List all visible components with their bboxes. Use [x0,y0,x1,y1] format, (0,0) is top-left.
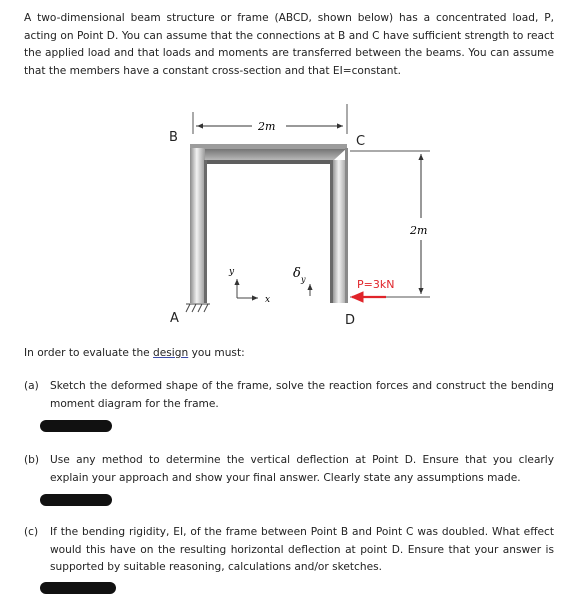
load-p [352,278,394,297]
lead-suffix: you must: [188,347,245,359]
redaction-mark [40,420,112,432]
right-dimension [350,151,430,297]
deflection-indicator [293,266,310,296]
delta-subscript: y [301,275,306,284]
question-b-label: (b) [24,454,39,466]
question-c-text: If the bending rigidity, EI, of the frame between Point B and Point C was doubled. What effect would this have on the resulting horizontal deflection at point D. Ensure that your answer is supported by suitable reasoning, calculations and/or sketches. [50,526,554,573]
lead-sentence [24,347,245,359]
label-c: C [356,134,366,149]
question-c [24,524,554,577]
question-a [24,378,554,413]
column-ab [190,148,207,303]
axis-y-label: y [229,267,235,277]
axes-indicator [228,267,270,305]
axis-x-label: x [265,295,271,305]
delta-symbol: δ [293,266,301,281]
lead-underlined-word: design [153,347,189,359]
question-a-label: (a) [24,380,39,392]
lead-prefix: In order to evaluate the [24,347,154,359]
redaction-mark [40,494,112,506]
question-b-text: Use any method to determine the vertical deflection at Point D. Ensure that you clearly explain your approach and show your final answer. Clearly state any assumptions made. [50,454,554,484]
question-c-label: (c) [24,526,39,538]
dim-right-label: 2m [410,224,428,237]
column-cd [330,148,348,303]
top-dimension [193,104,347,134]
redaction-mark [40,582,116,594]
dim-top-label: 2m [258,120,276,133]
beam-bc [190,144,347,164]
label-b: B [169,130,178,145]
problem-statement: A two-dimensional beam structure or frame (ABCD, shown below) has a concentrated load, P, acting on Point D. You can assume that the connections at B and C have sufficient strength to react the applied load and that loads and moments are transferred between the beams. You can assume that the members have a constant cross-section and that EI=constant. [24,12,554,77]
label-a: A [170,311,179,326]
question-b [24,452,554,487]
question-a-text: Sketch the deformed shape of the frame, solve the reaction forces and construct the bending moment diagram for the frame. [50,380,554,410]
fixed-support-a [186,304,210,312]
load-label: P=3kN [357,278,395,291]
label-d: D [345,313,356,328]
